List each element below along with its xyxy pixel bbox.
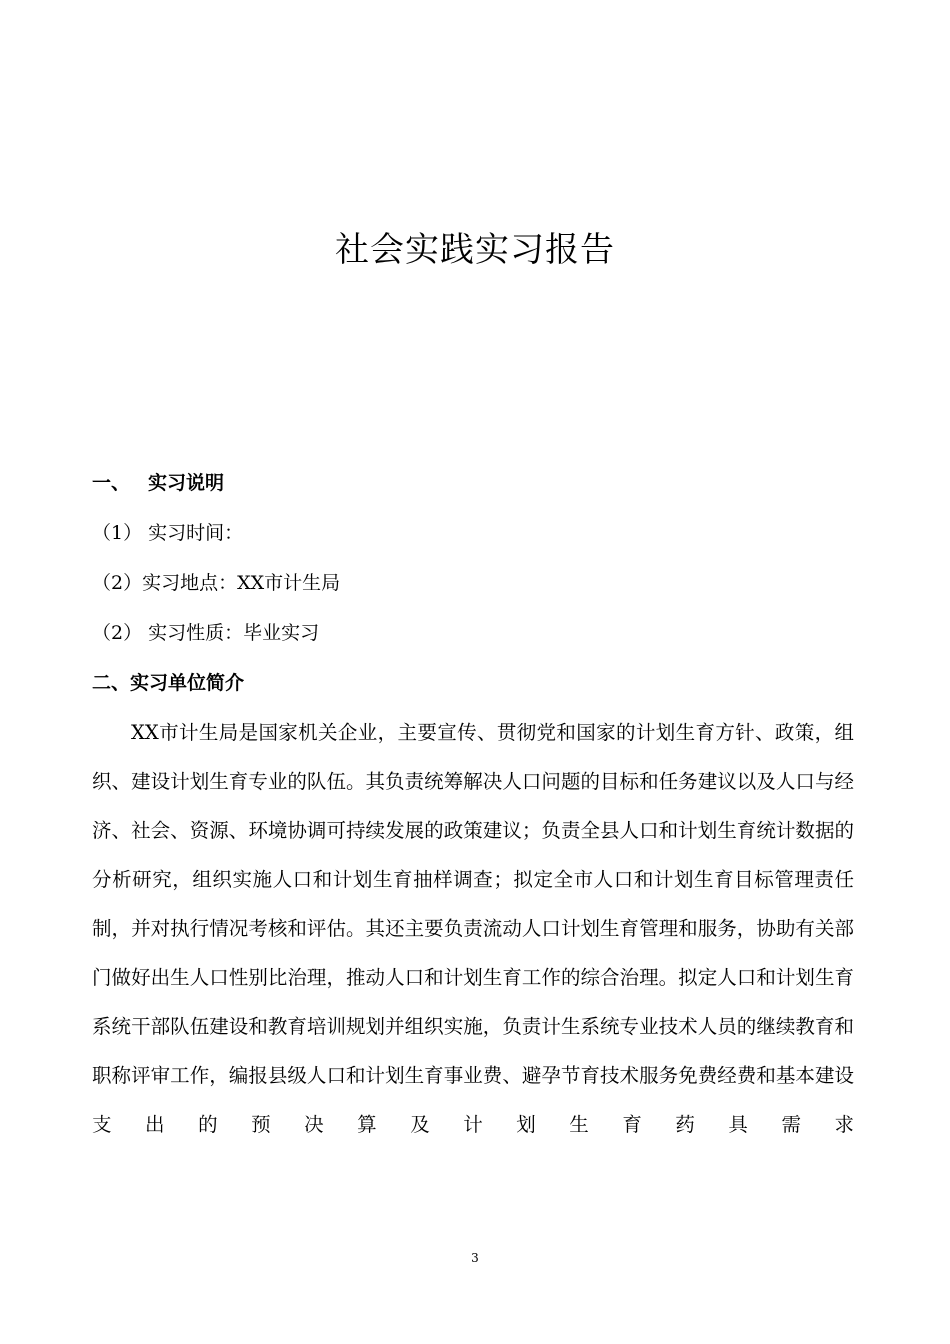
section-title: 实习说明 <box>148 472 225 494</box>
section-heading-unit-introduction: 二、实习单位简介 <box>92 672 245 694</box>
page-number: 3 <box>471 1251 479 1265</box>
list-item-internship-time: （1） 实习时间： <box>92 522 244 544</box>
section-number: 一、 <box>92 472 131 494</box>
list-item-internship-nature: （2） 实习性质：毕业实习 <box>92 622 320 644</box>
section-heading-internship-description <box>92 458 854 508</box>
page-title: 社会实践实习报告 <box>335 230 615 270</box>
list-item-internship-location: （2）实习地点：XX市计生局 <box>92 572 341 594</box>
body-paragraph: XX市计生局是国家机关企业，主要宣传、贯彻党和国家的计划生育方针、政策，组织、建设计划生育专业的队伍。其负责统筹解决人口问题的目标和任务建议以及人口与经济、社会、资源、环境协调可持续发展的政策建议；负责全县人口和计划生育统计数据的分析研究，组织实施人口和计划生育抽样调查；拟定全市人口和计划生育目标管理责任制，并对执行情况考核和评估。其还主要负责流动人口计划生育管理和服务，协助有关部门做好出生人口性别比治理，推动人口和计划生育工作的综合治理。拟定人口和计划生育系统干部队伍建设和教育培训规划并组织实施，负责计生系统专业技术人员的继续教育和职称评审工作，编报县级人口和计划生育事业费、避孕节育技术服务免费经费和基本建设支出的预决算及计划生育药具需求 <box>92 721 854 1136</box>
document-body <box>92 458 854 1149</box>
